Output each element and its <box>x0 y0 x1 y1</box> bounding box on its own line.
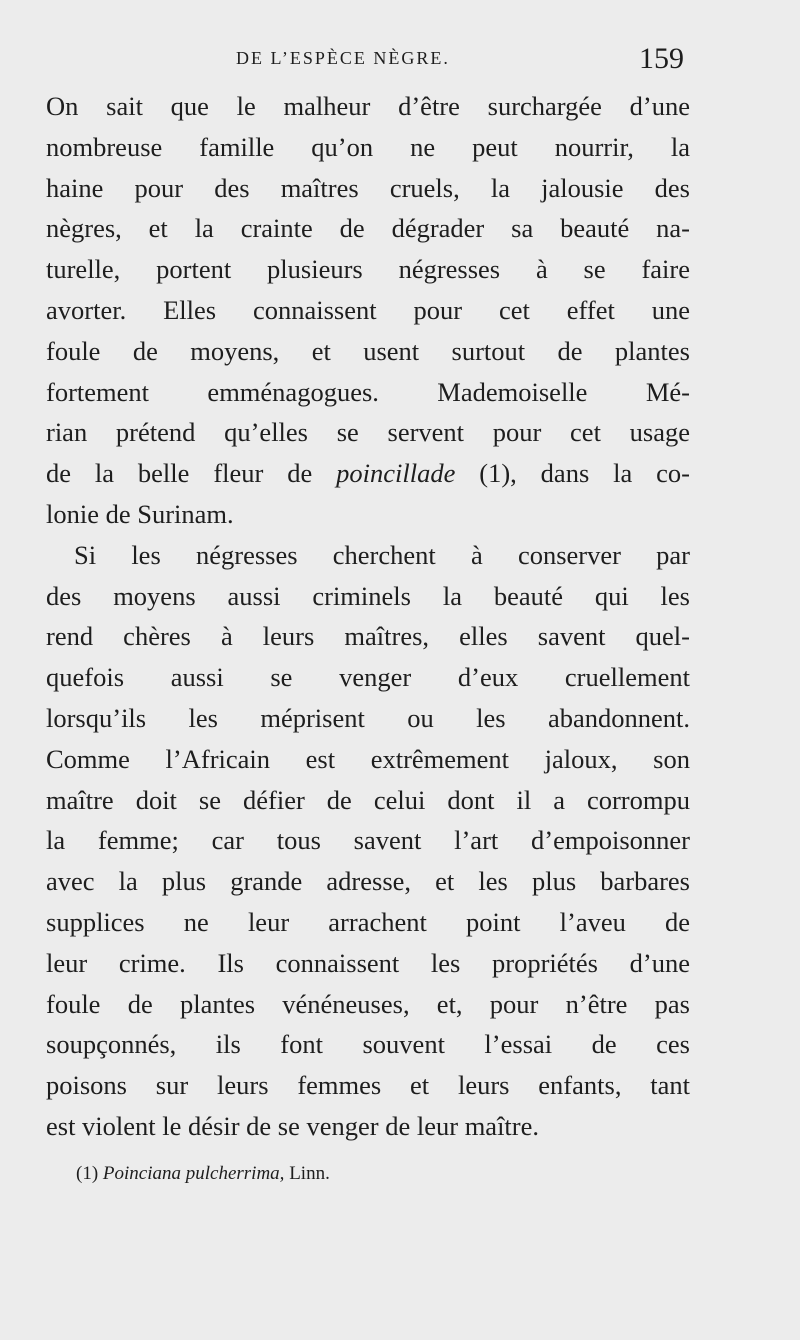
text-line: rend chères à leurs maîtres, elles savent quel- <box>46 621 690 652</box>
text-line: avorter. Elles connaissent pour cet effet une <box>46 294 690 325</box>
running-title: DE L’ESPÈCE NÈGRE. <box>236 48 450 68</box>
text-segment: de la belle fleur de <box>46 458 337 489</box>
text-line: nombreuse famille qu’on ne peut nourrir, la <box>46 131 690 162</box>
text-line: On sait que le malheur d’être surchargée d’une <box>46 91 690 121</box>
text-line: haine pour des maîtres cruels, la jalousie des <box>46 172 690 203</box>
text-line: supplices ne leur arrachent point l’aveu de <box>46 906 690 937</box>
text-line: maître doit se défier de celui dont il a corrompu <box>46 784 690 815</box>
text-line: foule de plantes vénéneuses, et, pour n’être pas <box>46 988 690 1019</box>
text-line: foule de moyens, et usent surtout de plantes <box>46 335 690 366</box>
paragraph-2 <box>46 535 690 1147</box>
text-line: lorsqu’ils les méprisent ou les abandonnent. <box>46 702 690 733</box>
text-line: lonie de Surinam. <box>46 498 234 529</box>
text-line: soupçonnés, ils font souvent l’essai de ces <box>46 1029 690 1060</box>
text-line: poisons sur leurs femmes et leurs enfants, tant <box>46 1070 690 1101</box>
text-line: Comme l’Africain est extrêmement jaloux, son <box>46 743 690 774</box>
footnote <box>76 1163 330 1185</box>
page-number: 159 <box>639 42 684 75</box>
footnote-species: Poinciana pulcherrima, <box>102 1163 285 1184</box>
text-line: quefois aussi se venger d’eux cruellement <box>46 662 690 693</box>
text-line-with-italic <box>46 453 690 494</box>
text-line: la femme; car tous savent l’art d’empoisonner <box>46 825 690 856</box>
text-line: est violent le désir de se venger de leur maître. <box>46 1110 540 1141</box>
footnote-marker: (1) <box>76 1163 99 1184</box>
text-line: rian prétend qu’elles se servent pour cet usage <box>46 417 690 448</box>
text-line: fortement emménagogues. Mademoiselle Mé- <box>46 376 690 407</box>
text-line: turelle, portent plusieurs négresses à se faire <box>46 254 690 285</box>
italic-term: poincillade <box>336 458 456 489</box>
text-segment: (1), dans la co- <box>455 458 691 489</box>
text-line: des moyens aussi criminels la beauté qui les <box>46 580 690 611</box>
body-text <box>46 86 690 1147</box>
footnote-authority: Linn. <box>289 1163 330 1184</box>
running-head <box>46 44 690 80</box>
paragraph-1 <box>46 86 690 535</box>
text-line: Si les négresses cherchent à conserver par <box>74 539 690 570</box>
text-line: nègres, et la crainte de dégrader sa beauté na- <box>46 213 690 244</box>
text-line: avec la plus grande adresse, et les plus barbares <box>46 866 690 897</box>
text-line: leur crime. Ils connaissent les propriétés d’une <box>46 947 690 978</box>
